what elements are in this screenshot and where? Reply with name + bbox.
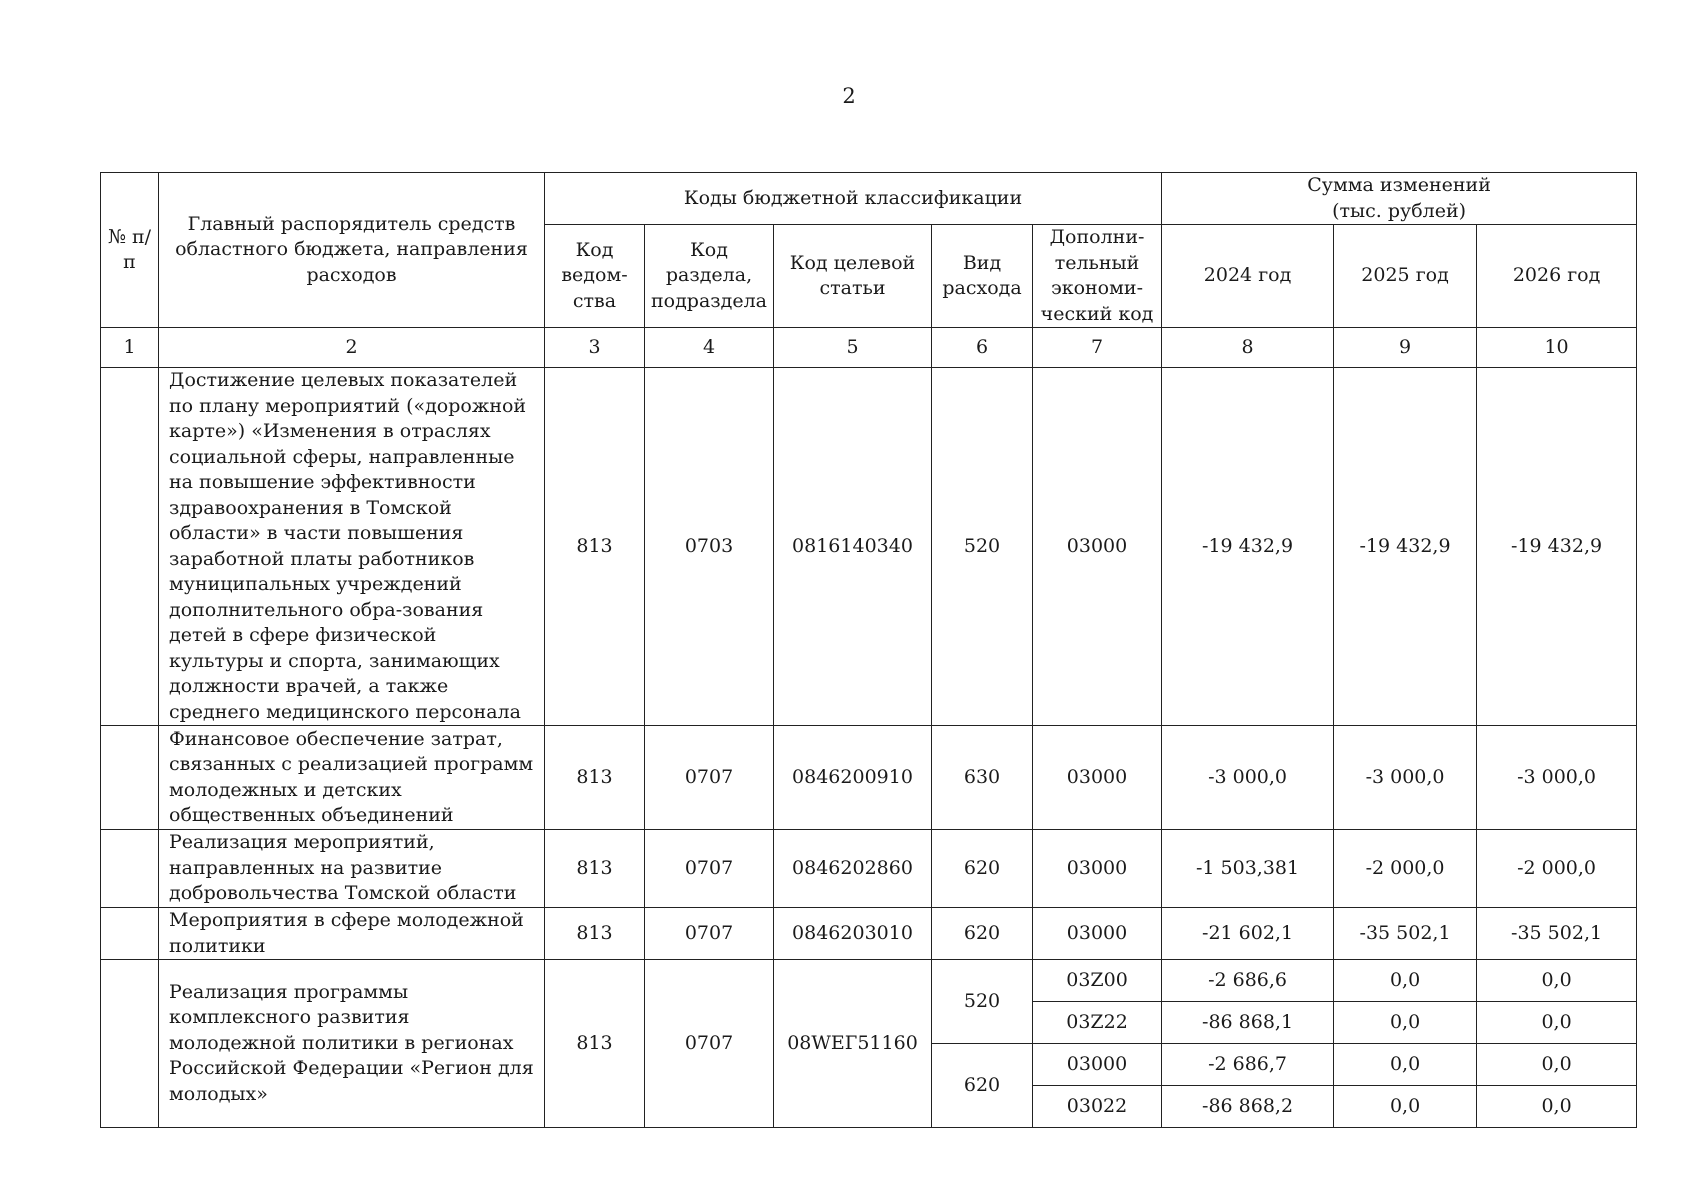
table-row	[101, 368, 1637, 726]
row-dop: 03022	[1033, 1086, 1162, 1128]
header-sum-group	[1162, 173, 1637, 225]
row-razdel: 0707	[645, 830, 774, 908]
row-dop: 03000	[1033, 1044, 1162, 1086]
row-2026: 0,0	[1477, 1086, 1637, 1128]
row-vedomstvo: 813	[545, 908, 645, 960]
row-2024: -86 868,1	[1162, 1002, 1334, 1044]
row-2025: 0,0	[1334, 1002, 1477, 1044]
row-num	[101, 368, 159, 726]
row-vid: 630	[932, 726, 1033, 830]
row-2025: -35 502,1	[1334, 908, 1477, 960]
col-number-7: 7	[1033, 328, 1162, 368]
row-description: Реализация программы комплексного развития молодежной политики в регионах Российской Федерации «Регион для молодых»	[159, 960, 545, 1128]
row-2024: -2 686,6	[1162, 960, 1334, 1002]
col-number-9: 9	[1334, 328, 1477, 368]
col-number-6: 6	[932, 328, 1033, 368]
row-2026: -35 502,1	[1477, 908, 1637, 960]
budget-changes-table	[100, 172, 1637, 1128]
header-sum-line1: Сумма изменений	[1307, 174, 1491, 196]
row-vedomstvo: 813	[545, 960, 645, 1128]
row-celevaya: 0816140340	[774, 368, 932, 726]
header-num: № п/п	[101, 173, 159, 328]
table-row	[101, 960, 1637, 1002]
row-2026: 0,0	[1477, 1002, 1637, 1044]
row-dop: 03000	[1033, 908, 1162, 960]
col-number-8: 8	[1162, 328, 1334, 368]
row-2024: -2 686,7	[1162, 1044, 1334, 1086]
row-dop: 03000	[1033, 368, 1162, 726]
row-2024: -21 602,1	[1162, 908, 1334, 960]
row-2025: -3 000,0	[1334, 726, 1477, 830]
col-number-2: 2	[159, 328, 545, 368]
row-description: Реализация мероприятий, направленных на развитие добровольчества Томской области	[159, 830, 545, 908]
row-2026: -19 432,9	[1477, 368, 1637, 726]
row-2024: -86 868,2	[1162, 1086, 1334, 1128]
row-2026: 0,0	[1477, 1044, 1637, 1086]
row-description: Достижение целевых показателей по плану мероприятий («дорожной карте») «Изменения в отраслях социальной сферы, направленные на повышение эффективности здравоохранения в Томской области» в части повышения заработной платы работников муниципальных учреждений дополнительного обра-зования детей в сфере физической культуры и спорта, занимающих должности врачей, а также среднего медицинского персонала	[159, 368, 545, 726]
row-vid: 520	[932, 368, 1033, 726]
header-row-groups	[101, 173, 1637, 225]
header-2024: 2024 год	[1162, 225, 1334, 328]
header-sum-line2: (тыс. рублей)	[1332, 199, 1467, 222]
row-num	[101, 960, 159, 1128]
row-2025: 0,0	[1334, 960, 1477, 1002]
header-vedomstvo: Код ведом- ства	[545, 225, 645, 328]
row-razdel: 0707	[645, 908, 774, 960]
header-celevaya: Код целевой статьи	[774, 225, 932, 328]
row-num	[101, 830, 159, 908]
row-vedomstvo: 813	[545, 726, 645, 830]
table-row	[101, 830, 1637, 908]
row-vid: 520	[932, 960, 1033, 1044]
row-2024: -19 432,9	[1162, 368, 1334, 726]
row-2025: 0,0	[1334, 1044, 1477, 1086]
row-2025: 0,0	[1334, 1086, 1477, 1128]
row-num	[101, 908, 159, 960]
row-razdel: 0703	[645, 368, 774, 726]
header-row-numbers	[101, 328, 1637, 368]
header-main: Главный распорядитель средств областного бюджета, направления расходов	[159, 173, 545, 328]
header-codes-group: Коды бюджетной классификации	[545, 173, 1162, 225]
row-razdel: 0707	[645, 726, 774, 830]
row-2026: -2 000,0	[1477, 830, 1637, 908]
row-celevaya: 0846200910	[774, 726, 932, 830]
row-vid: 620	[932, 830, 1033, 908]
row-celevaya: 0846203010	[774, 908, 932, 960]
row-2026: -3 000,0	[1477, 726, 1637, 830]
row-dop: 03Z00	[1033, 960, 1162, 1002]
row-description: Мероприятия в сфере молодежной политики	[159, 908, 545, 960]
col-number-10: 10	[1477, 328, 1637, 368]
header-vid: Вид расхода	[932, 225, 1033, 328]
header-2026: 2026 год	[1477, 225, 1637, 328]
col-number-5: 5	[774, 328, 932, 368]
row-2024: -3 000,0	[1162, 726, 1334, 830]
row-2025: -19 432,9	[1334, 368, 1477, 726]
row-razdel: 0707	[645, 960, 774, 1128]
row-vedomstvo: 813	[545, 368, 645, 726]
row-vid: 620	[932, 1044, 1033, 1128]
header-dop: Дополни- тельный экономи- ческий код	[1033, 225, 1162, 328]
row-dop: 03000	[1033, 830, 1162, 908]
header-2025: 2025 год	[1334, 225, 1477, 328]
col-number-4: 4	[645, 328, 774, 368]
row-description: Финансовое обеспечение затрат, связанных с реализацией программ молодежных и детских общественных объединений	[159, 726, 545, 830]
page-number: 2	[842, 84, 856, 108]
row-dop: 03000	[1033, 726, 1162, 830]
row-num	[101, 726, 159, 830]
col-number-1: 1	[101, 328, 159, 368]
row-2025: -2 000,0	[1334, 830, 1477, 908]
row-2026: 0,0	[1477, 960, 1637, 1002]
col-number-3: 3	[545, 328, 645, 368]
row-dop: 03Z22	[1033, 1002, 1162, 1044]
row-celevaya: 0846202860	[774, 830, 932, 908]
row-celevaya: 08WЕГ51160	[774, 960, 932, 1128]
table-row	[101, 908, 1637, 960]
row-vid: 620	[932, 908, 1033, 960]
row-2024: -1 503,381	[1162, 830, 1334, 908]
header-razdel: Код раздела, подраздела	[645, 225, 774, 328]
row-vedomstvo: 813	[545, 830, 645, 908]
table-row	[101, 726, 1637, 830]
